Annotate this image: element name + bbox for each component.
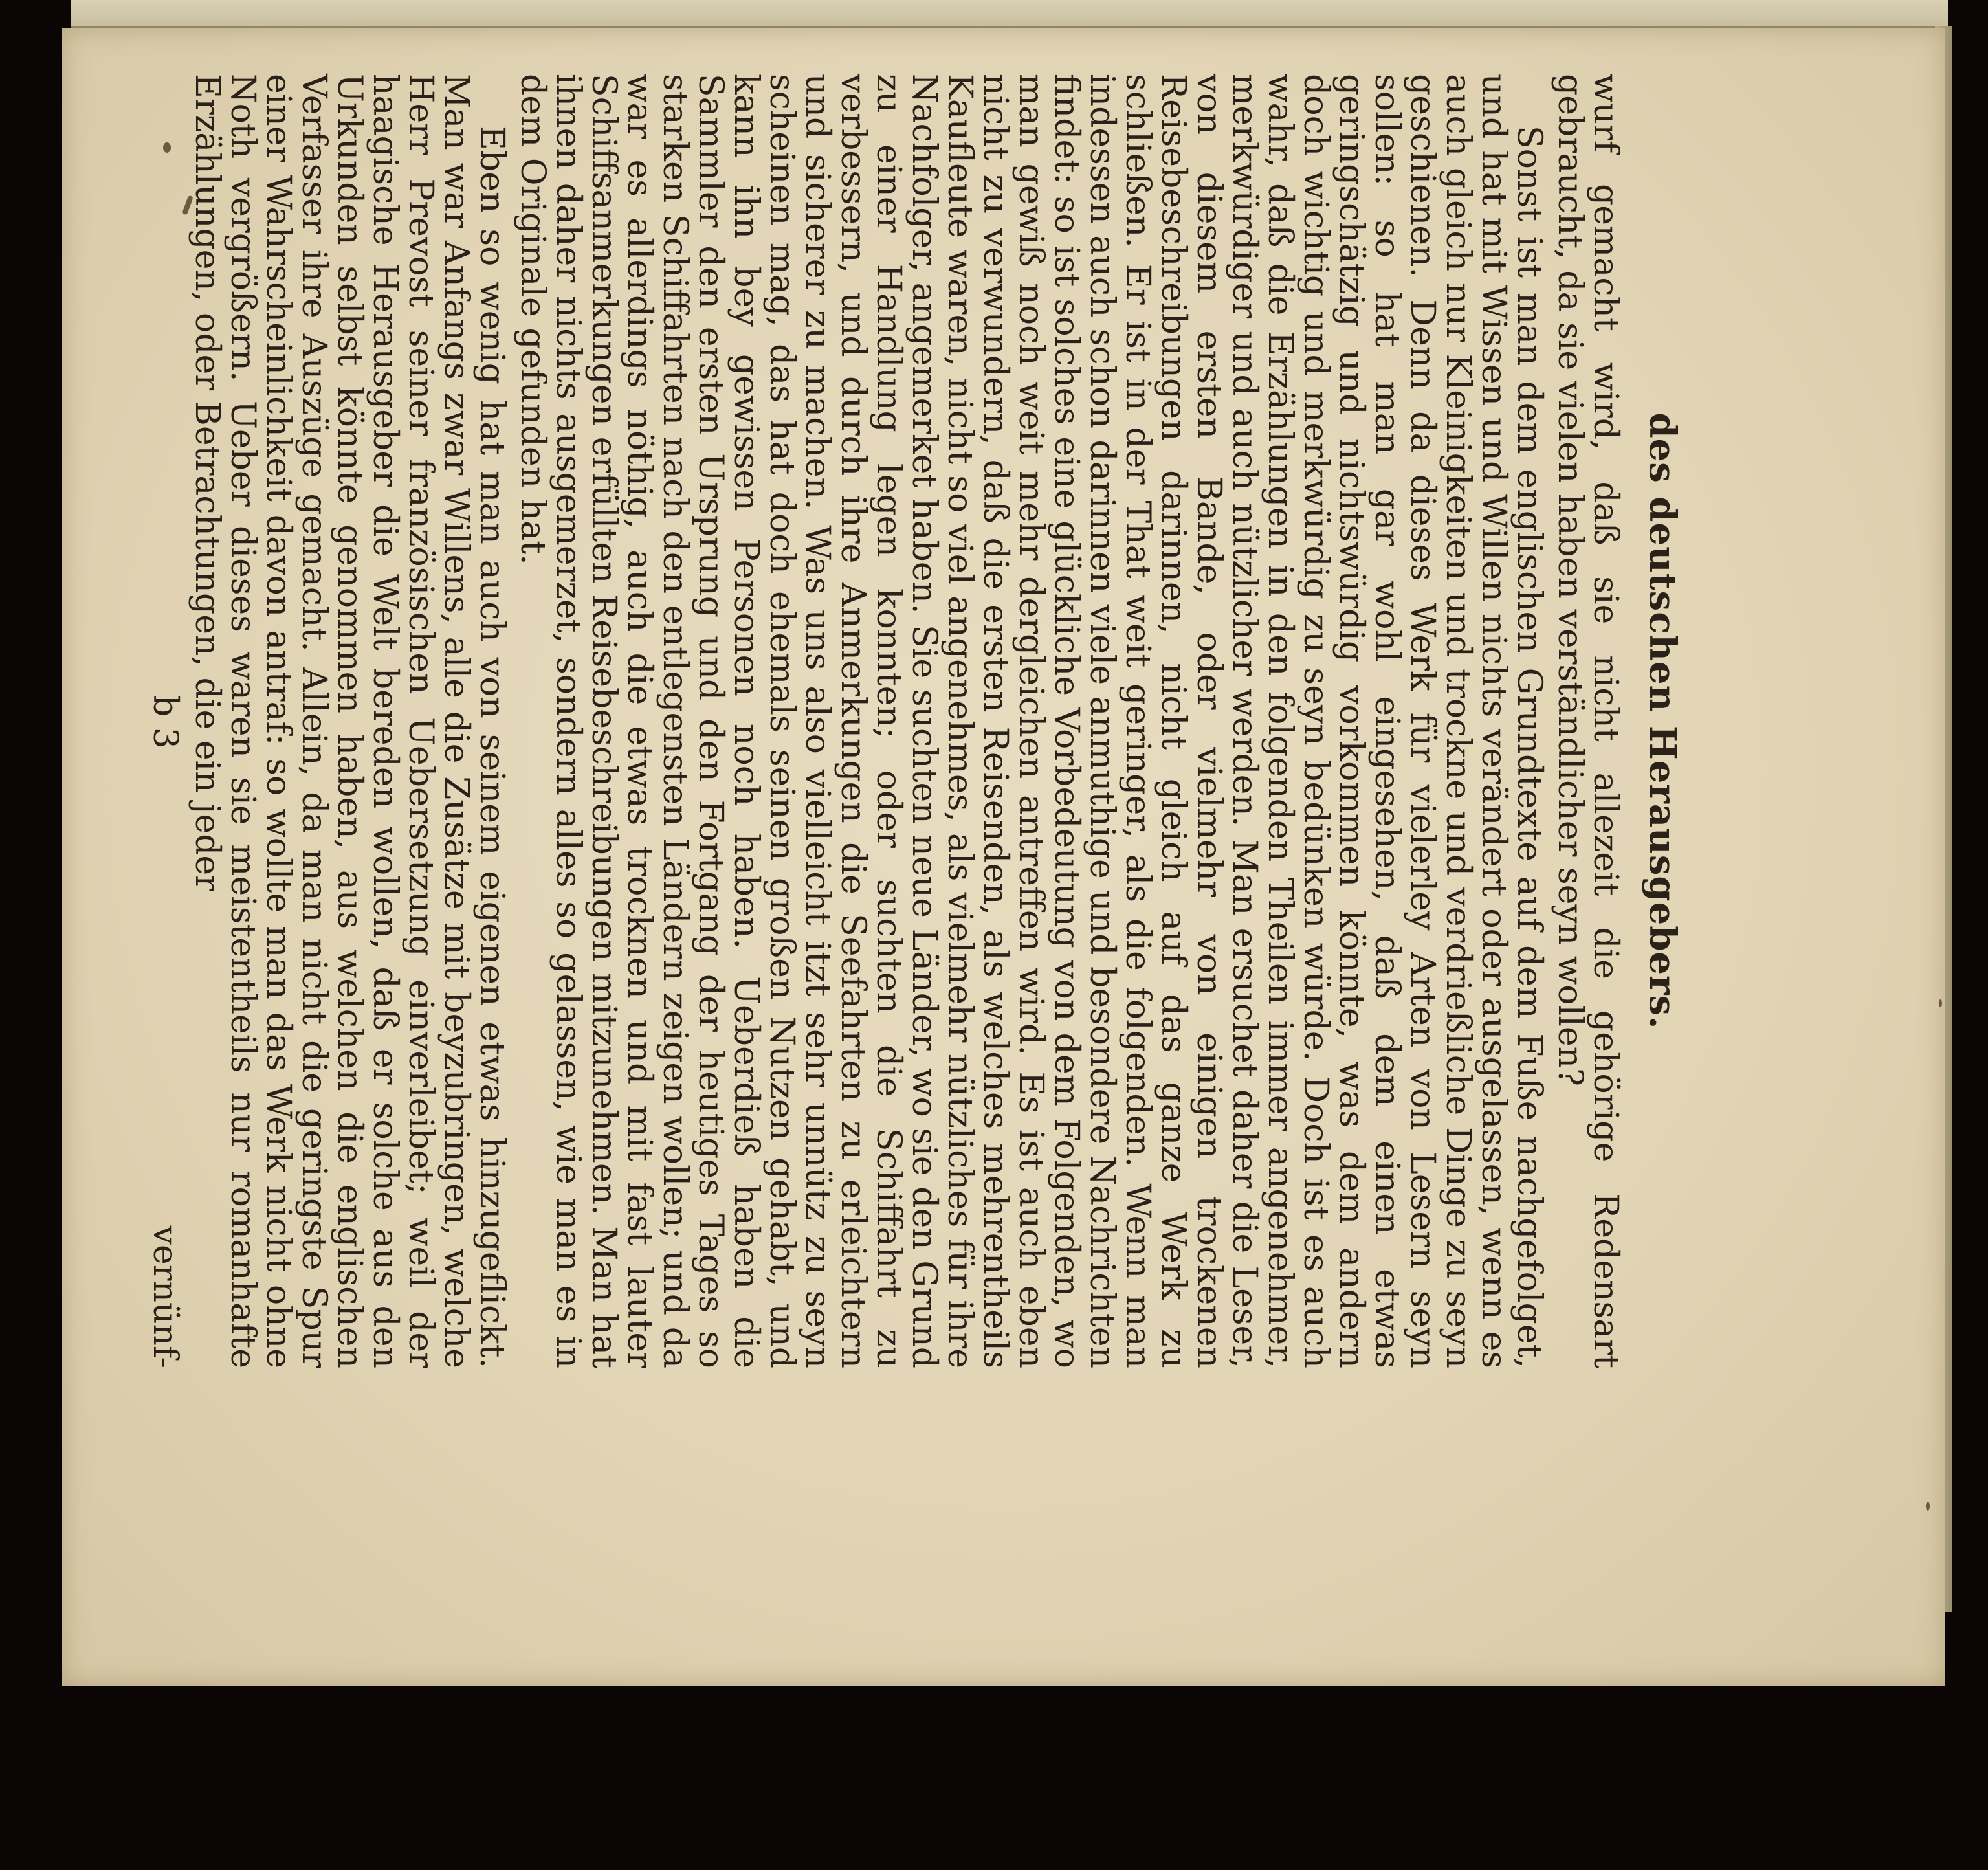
body-text: [189, 74, 1623, 1368]
paragraph-2: Sonst ist man dem englischen Grundtexte auf dem Fuße nachgefolget, und hat mit Wissen und Willen nichts verändert oder ausgelassen, wenn es auch gleich nur Kleinigkeiten und trockne und verdrießliche Dinge zu seyn geschienen. Denn da dieses Werk für vielerley Arten von Lesern seyn sollen: so hat man gar wohl eingesehen, daß dem einen etwas geringschätzig und nichtswürdig vorkommen könnte, was dem andern doch wichtig und merkwürdig zu seyn bedünken würde. Doch ist es auch wahr, daß die Erzählungen in den folgenden Theilen immer angenehmer, merkwürdiger und auch nützlicher werden. Man ersuchet daher die Leser, von diesem ersten Bande, oder vielmehr von einigen trockenen Reisebeschreibungen darinnen, nicht gleich auf das ganze Werk zu schließen. Er ist in der That weit geringer, als die folgenden. Wenn man indessen auch schon darinnen viele anmuthige und besondere Nachrichten findet: so ist solches eine glückliche Vorbedeutung von dem Folgenden, wo man gewiß noch weit mehr dergleichen antreffen wird. Es ist auch eben nicht zu verwundern, daß die ersten Reisenden, als welches mehrentheils Kaufleute waren, nicht so viel angenehmes, als vielmehr nützliches für ihre Nachfolger, angemerket haben. Sie suchten neue Länder, wo sie den Grund zu einer Handlung legen konnten; oder suchten die Schiffahrt zu verbessern, und durch ihre Anmerkungen die Seefahrten zu erleichtern und sicherer zu machen. Was uns also vielleicht itzt sehr unnütz zu seyn scheinen mag, das hat doch ehemals seinen großen Nutzen gehabt, und kann ihn bey gewissen Personen noch haben. Ueberdieß haben die Sammler den ersten Ursprung und den Fortgang der heutiges Tages so starken Schiffahrten nach den entlegensten Ländern zeigen wollen; und da war es allerdings nöthig, auch die etwas trocknen und mit fast lauter Schiffsanmerkungen erfüllten Reisebeschreibungen mitzunehmen. Man hat ihnen daher nichts ausgemerzet, sondern alles so gelassen, wie man es in dem Originale gefunden hat.: [513, 74, 1549, 1368]
running-head: des deutschen Herausgebers.: [1641, 412, 1684, 1030]
paper-speck: [1939, 999, 1942, 1007]
signature-mark: b 3: [146, 695, 184, 749]
header-row: [1635, 74, 1684, 1368]
paragraph-1: wurf gemacht wird, daß sie nicht allezeit die gehörige Redensart gebraucht, da sie vielen haben verständlicher seyn wollen?: [1551, 74, 1625, 1368]
paragraph-3: Eben so wenig hat man auch von seinem eigenen etwas hinzugeflickt. Man war Anfangs zwar Willens, alle die Zusätze mit beyzubringen, welche Herr Prevost seiner französischen Uebersetzung einverleibet; weil der haagische Herausgeber die Welt bereden wollen, daß er solche aus den Urkunden selbst könnte genommen haben, aus welchen die englischen Verfasser ihre Auszüge gemacht. Allein, da man nicht die geringste Spur einer Wahrscheinlichkeit davon antraf: so wollte man das Werk nicht ohne Noth vergrößern. Ueber dieses waren sie meistentheils nur romanhafte Erzählungen, oder Betrachtungen, die ein jeder: [188, 74, 511, 1368]
book-page: [62, 28, 1945, 1686]
paper-speck: [1926, 1502, 1930, 1511]
text-block: [146, 74, 1684, 1368]
catchword: vernünf-: [146, 1225, 184, 1368]
previous-page-edge: [71, 0, 1948, 28]
footer-row: [137, 74, 182, 1368]
